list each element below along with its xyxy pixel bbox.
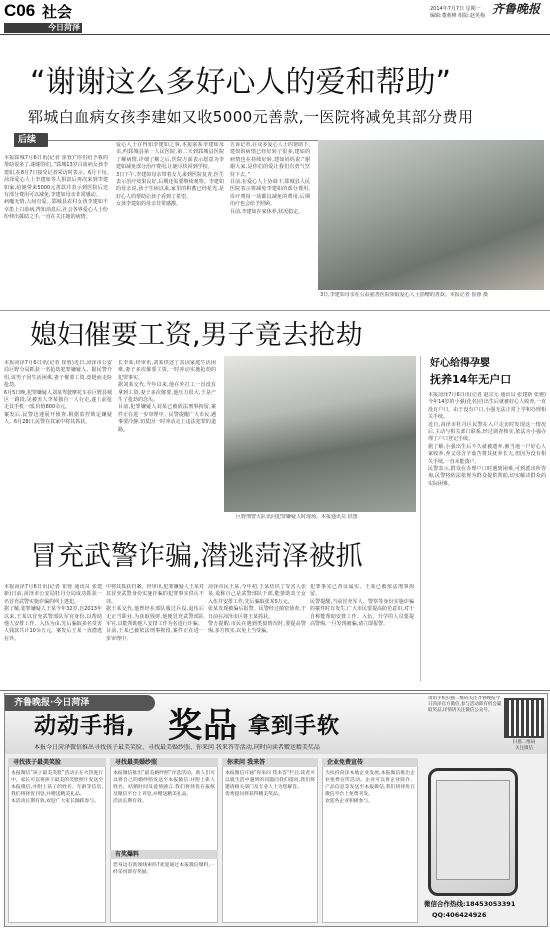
story3-col4: 犯罪事实已查证属实。王某已被依法刑事拘留。 民警提醒,当前冒充军人、警察等身份实施诈骗的案件时有发生,广大市民要提高防范意识,对于自称能帮助安排工作、入伍、升学的人员要提高警惕,一旦发现被骗,请立即报警。 [310,584,414,628]
story1-col2: 爱心人士在得知李建如之事,本报联系李建如母亲,约郓城县第一人民医院,第二天到郓城县医院了解病情,详细了解之后,医院方面表示愿意为李建如减免部分治疗费用,让她尽快回到学校。 3日下午,李建如母亲带着女儿来到医院复查,医生表示治疗效果良好,后期还需要继续观察。李建如的母亲说,孩子生病以来,家里的积蓄已经花光,是好心人的帮助让孩子看到了希望。 女孩李建如的母亲非常感激。 [116,142,224,208]
story1-tag-label: 后续 [18,135,37,145]
story1-headline: “谢谢这么多好心人的爱和帮助” [30,65,452,100]
story1-col3: 告诉记者,在众多爱心人士的帮助下,建如的病情已经好转了很多,建如的病情也在持续好转,建如妈妈说:“谢谢大家,是你们的爱让我们有勇气坚持下去。” 目前,在爱心人士协调下,郓城县人民医院表示将减免李建如的部分费用,诊疗费每一项都以减免的费用,后期治疗也会给予照顾。 目前,李建如在家休养,状况稳定。 [230,142,310,215]
qr-code-icon[interactable] [504,698,544,738]
ad-title-big: 奖品 [168,706,238,746]
ad-panel-3-body: 您身边有新闻线索吗?欢迎通过本报微信爆料,一经采用即有奖励。 [113,863,215,875]
story2-col2: 长李某,经审讯,刘某供述了其因家庭生活困难,妻子多次催要工资,一时冲动实施抢劫的犯罪事实。 据刘某交代,今年以来,他在外打工一直没有拿到工资,妻子多次催要,他压力很大,于是产生了抢劫的念头。 目前,犯罪嫌疑人刘某已被依法刑事拘留,案件正在进一步审理中。民警提醒广大市民,遇事要冷静,切莫因一时冲动走上违法犯罪的道路。 [118,360,216,433]
subsection-label: 今日菏泽 [48,23,80,32]
story2-photo-caption: 巨野刑警大队讯问犯罪嫌疑人时现场。本报通讯员 供图 [236,514,358,520]
ad-panel-4-title: 你来问 我来答 [227,759,266,766]
ad-panel-3-title: 有奖爆料 [115,851,140,858]
ad-panel-2-body: 本报微信推出“最美婚纱照”评选活动。新人们可以将自己的婚纱照发送至本报微信,并附上新人姓名、结婚时间及爱情感言,我们将择优在报纸及微信平台上刊登,并赠送精美礼品。 活动长期有效。 [113,771,215,804]
story2-col1: 本报菏泽7月6日讯(记者 崔蓉)近日,菏泽市公安局巨野分局抓获一名抢劫犯罪嫌疑人。据民警介绍,该男子因生活困难,妻子催要工资,竟铤而走险抢劫。 6月5日晚,犯罪嫌疑人刘某驾驶摩托车在巨野县城区一路段,见被害人李某独自一人行走,遂上前抢走其手机一部,价值800余元。 案发后,民警迅速展开侦查,根据监控锁定嫌疑人。6月28日,民警在其家中将其抓获。 [4,360,112,426]
story1-photo [318,140,544,290]
ad-brand: 齐鲁晚报·今日菏泽 [14,698,90,708]
ad-panel-1-title: 寻找孩子最美笑脸 [13,759,62,766]
brand-logo: 齐鲁晚报 [492,2,541,16]
ad-panel-1-body: 本报微信“孩子最美笑脸”活动正在火热进行中。家长可以将孩子最美的笑脸照片发送至本报微信,并附上孩子的姓名、年龄等信息,我们将择优刊登,并赠送精美礼品。 本活动长期有效,欢迎广大家长踊跃参与。 [11,771,103,804]
sidebar-title-line1: 好心给得孕婴 [430,358,490,369]
ad-title-part1: 动动手指, [34,714,136,739]
story3-headline: 冒充武警诈骗,潜逃菏泽被抓 [30,541,363,572]
ad-qr-note: 请用手机扫描二维码关注齐鲁晚报今日菏泽官方微信,参与活动即有机会赢取奖品,详情请关注微信公众号。 [428,696,502,713]
divider-1 [0,310,550,311]
masthead-editor: 编辑:董莉峰 组版:赵英梅 [430,13,485,19]
section-name: 社会 [42,3,73,21]
ad-tagline: 本报今日菏泽微信推出寻找孩子最美笑脸、寻找最美婚纱照、你来问 我来答等活动,同时向读者赠送精美奖品 [34,744,320,751]
story3-col3: 菏泽市民王某,今年初,王某结识了受害人张某,谎称自己是武警部队干部,能帮助其子女入伍并安排工作,先后骗取张某5万元。 张某发现被骗后报警。民警经过缜密侦查,于日前在菏泽市区将王某抓获。 警方提醒:市民在遇到类似情况时,要提高警惕,多方核实,以免上当受骗。 [208,584,306,635]
section-code: C06 [4,1,36,20]
ad-panel-2-title: 寻找最美婚纱照 [115,759,158,766]
story1-col1: 本报郓城7月6日讯(记者 崔蓉)“你们给予我的帮助很多了,谢谢你们。”郓城13岁白血病女孩李建如,在8月7日接受记者采访时表示。6月下旬,菏泽爱心人士李建如等人捐款后再次来到李建如家,给她带来5000元善款并表示到医院后还有部分费用可以减免,李建如母亲非常感动。 病魔无情,人间有爱。郓城县农村女孩李建如不幸患上白血病,得知消息后,社会各界爱心人士纷纷伸出援助之手,一直在关注她的病情。 [4,155,108,221]
phone-screen [436,780,510,880]
ad-qr-text: 扫描二维码 关注微信 [512,740,536,751]
masthead-date: 2014年7月7日 星期一 [430,6,481,12]
ad-panel-5-body: 为扶持菏泽本地企业发展,本报微信推出企业免费宣传活动。企业可以将企业简介、产品信息等发送至本报微信,我们将择优在微信平台上免费刊发。 欢迎各企业积极参与。 [325,771,415,804]
sidebar-title-line2: 抚养14年无户口 [430,373,512,386]
contact-weixin: 微信合作热线:18453053391 [424,900,516,908]
story2-headline: 媳妇催要工资,男子竟去抢劫 [30,320,363,351]
divider-ad [0,690,550,691]
story3-col2: 中将其抓获归案。经审讯,犯罪嫌疑人王某对其冒充武警身份实施诈骗的犯罪事实供认不讳。 据王某交代,他曾经在部队服过兵役,退伍后无正当职业,为获取钱财,他便冒充武警部队军官,以能帮助他人安排工作为名进行诈骗。 目前,王某已被依法刑事拘留,案件正在进一步审理中。 [106,584,204,642]
story1-subhead: 郓城白血病女孩李建如又收5000元善款,一医院将减免其部分费用 [28,108,474,126]
contact-qq: QQ:406424926 [432,911,487,919]
ad-panel-4-body: 本报微信开通“你来问 我来答”栏目,读者可以就生活中遇到的问题向我们提问,我们将邀请相关部门及专业人士为您解答。 优秀提问将获得精美奖品。 [225,771,315,797]
story2-photo [224,356,416,512]
sidebar-divider [420,356,421,681]
ad-title-part2: 拿到手软 [248,714,341,739]
story3-col1: 本报菏泽7月6日讯(记者 崔蓉 通讯员 张建新)日前,菏泽市公安局牡丹分局成功抓获一名冒充武警实施诈骗的网上逃犯。 据了解,犯罪嫌疑人王某今年32岁,自2013年以来,王某以冒充武警部队军官身份,以帮助他人安排工作、入伍为由,先后骗取多名受害人钱款共计10余万元。案发后王某一直潜逃在外。 [4,584,102,642]
masthead-rule [0,34,550,35]
story1-photo-caption: 3日,李建如母亲在公益慈善医院领取爱心人士捐赠的善款。本报记者 崔蓉 摄 [320,292,488,298]
ad-panel-5-title: 企业免费宣传 [327,759,364,766]
masthead [0,0,550,36]
sidebar-body: 本报菏泽7月6日讯(记者 赵宗元 通讯员 张建新 张驰)今年14岁的小强(化名)自出生后就被好心人收养,一直没有户口。由于没有户口,小强无法正常上学和办理相关手续。 近日,菏泽市牡丹区民警在入户走访时发现这一情况后,主动与相关部门联系,经过调查核实,依法为小强办理了户口登记手续。 据了解,小强出生后不久就被遗弃,被当地一户好心人家收养,养父母含辛茹苦将其抚养长大,但因为没有相关手续,一直未能落户。 民警表示,群众在办理户口时遇到困难,可到派出所咨询,民警将依法依规为群众提供帮助,切实解决群众的实际困难。 [428,392,546,487]
